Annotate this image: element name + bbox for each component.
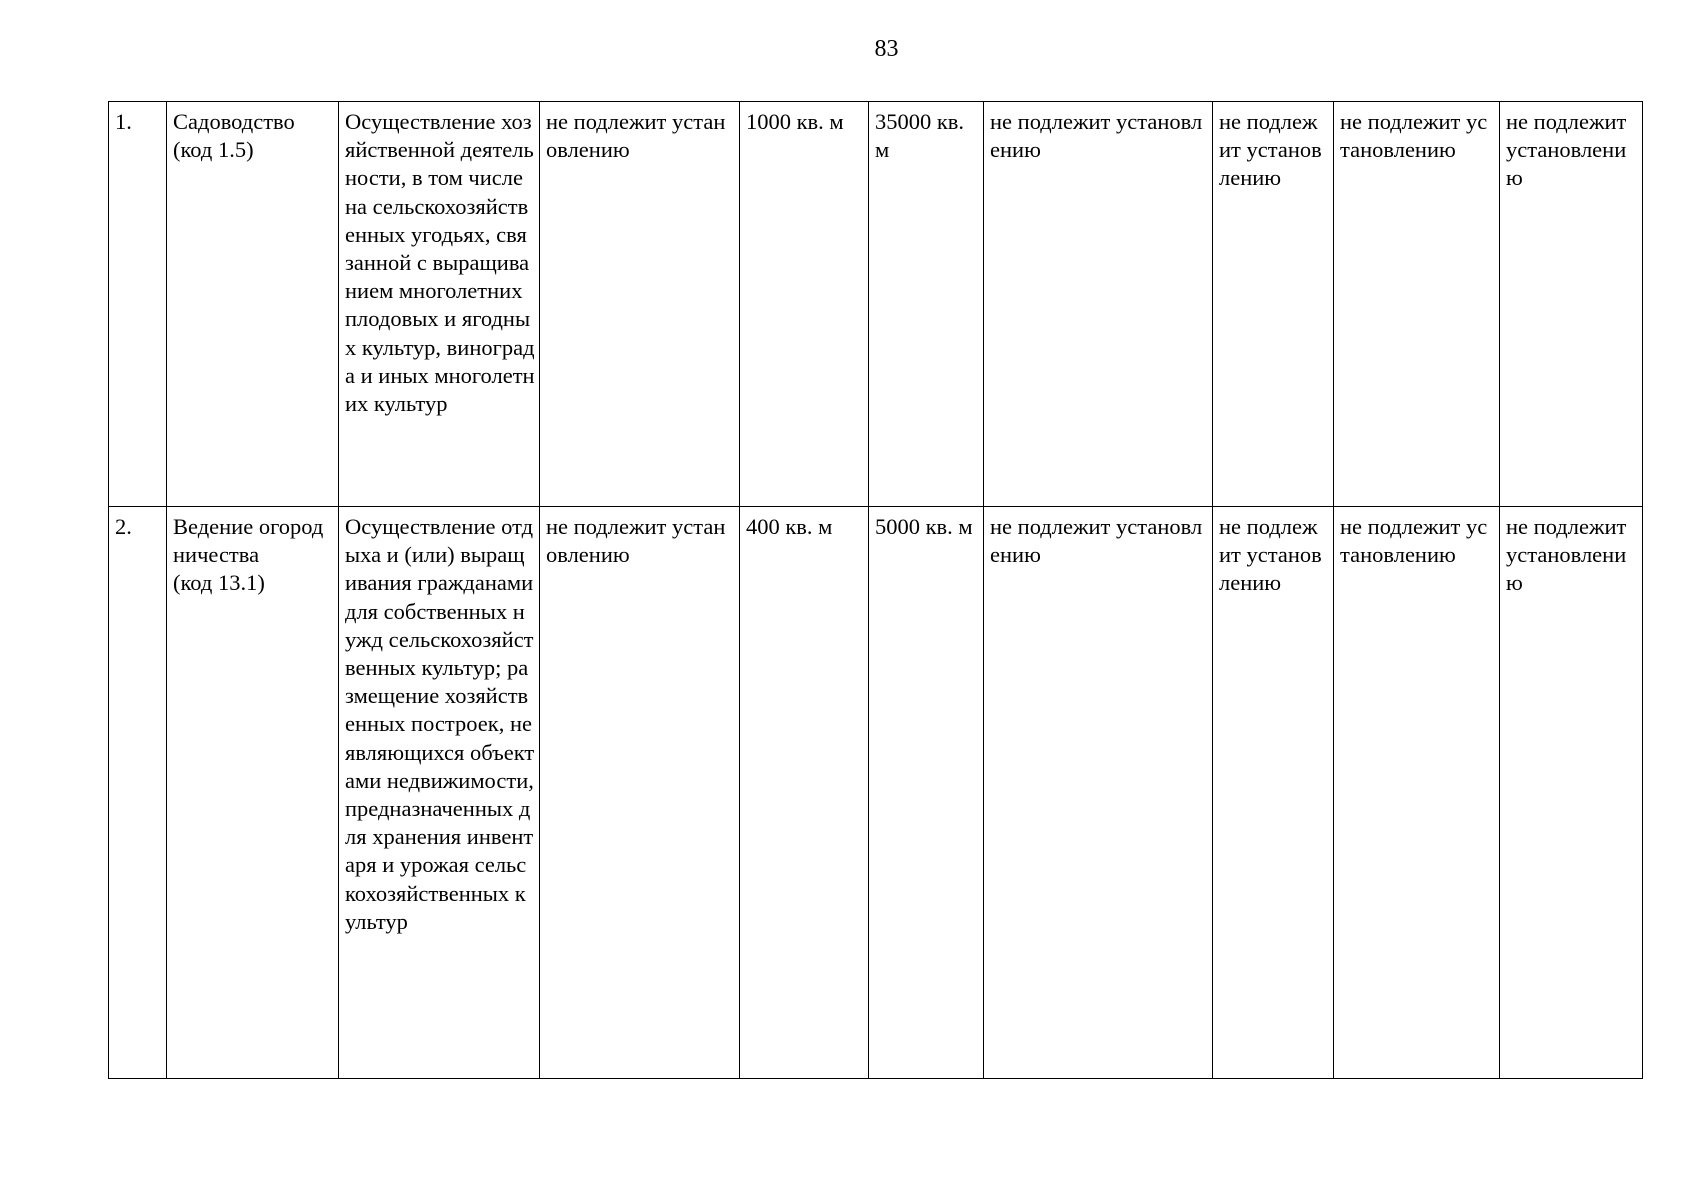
parameter-cell: не подлежит установлению xyxy=(1334,507,1500,1079)
parameter-cell: не подлежит установлению xyxy=(540,102,740,507)
max-area-cell: 35000 кв. м xyxy=(869,102,984,507)
page-number: 83 xyxy=(874,36,899,62)
parameter-cell: не подлежит установлению xyxy=(984,507,1213,1079)
min-area-cell: 400 кв. м xyxy=(740,507,869,1079)
parameter-cell: не подлежит установлению xyxy=(1213,507,1334,1079)
parameter-cell: не подлежит установлению xyxy=(540,507,740,1079)
min-area-cell: 1000 кв. м xyxy=(740,102,869,507)
parameter-cell: не подлежит установлению xyxy=(1213,102,1334,507)
use-type-description-cell: Осуществление хозяйственной деятельности, в том числе на сельскохозяйственных угодьях, связанной с выращиванием многолетних плодовых и ягодных культур, винограда и иных многолетних культур xyxy=(339,102,540,507)
parameter-cell: не подлежит установлению xyxy=(1500,102,1643,507)
row-number-cell: 2. xyxy=(109,507,167,1079)
use-type-name-cell: Ведение огородничества (код 13.1) xyxy=(167,507,339,1079)
parameter-cell: не подлежит установлению xyxy=(1500,507,1643,1079)
parameter-cell: не подлежит установлению xyxy=(984,102,1213,507)
use-type-description-cell: Осуществление отдыха и (или) выращивания гражданами для собственных нужд сельскохозяйственных культур; размещение хозяйственных построек, не являющихся объектами недвижимости, предназначенных для хранения инвентаря и урожая сельскохозяйственных культур xyxy=(339,507,540,1079)
table-row xyxy=(109,102,1643,507)
max-area-cell: 5000 кв. м xyxy=(869,507,984,1079)
use-type-name-cell: Садоводство (код 1.5) xyxy=(167,102,339,507)
row-number-cell: 1. xyxy=(109,102,167,507)
parameter-cell: не подлежит установлению xyxy=(1334,102,1500,507)
land-use-table xyxy=(108,101,1643,1079)
table-row xyxy=(109,507,1643,1079)
